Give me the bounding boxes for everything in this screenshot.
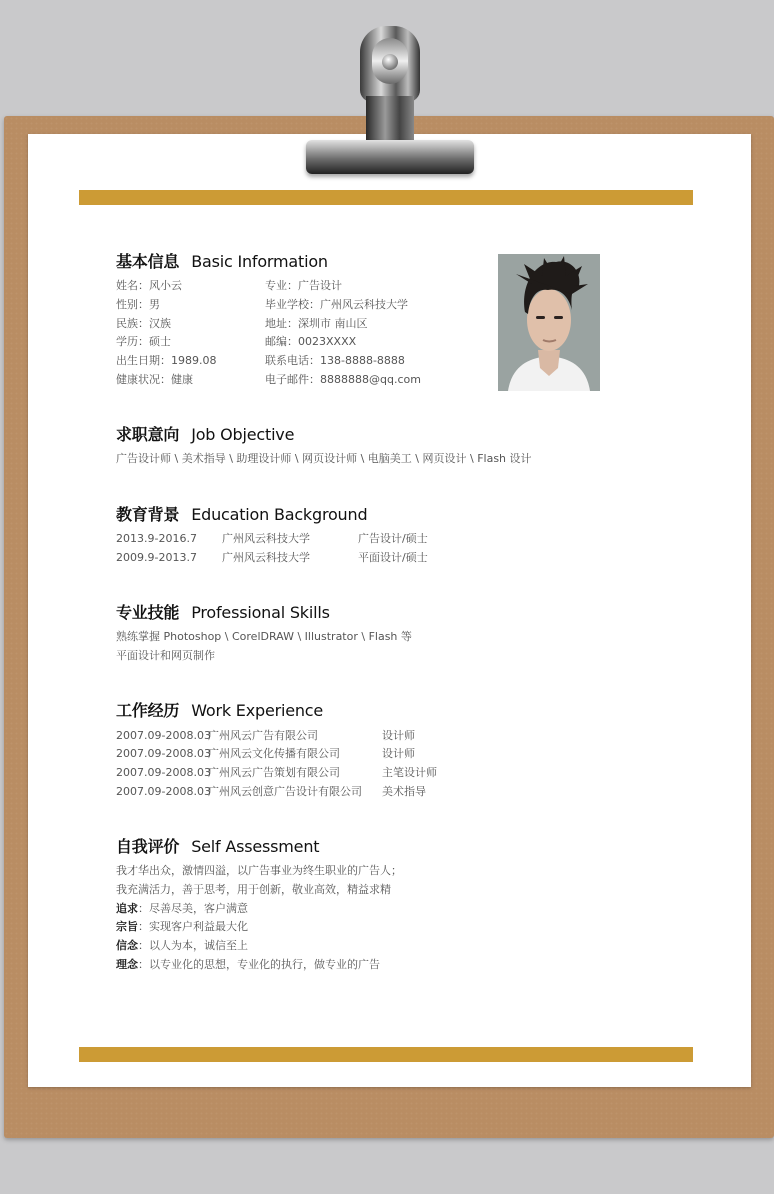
basic-info-degree: 学历：硕士 — [116, 335, 171, 348]
section-title-work: 工作经历 Work Experience — [116, 701, 324, 720]
basic-info-birthdate: 出生日期：1989.08 — [116, 354, 217, 367]
binder-clip-icon — [300, 26, 480, 176]
bottom-accent-bar — [79, 1047, 693, 1062]
education-school: 广州风云科技大学 — [222, 551, 310, 564]
work-company: 广州风云广告策划有限公司 — [208, 766, 340, 779]
basic-info-gender: 性别：男 — [116, 298, 160, 311]
skills-line: 熟练掌握 Photoshop \ CorelDRAW \ Illustrator \ Flash 等 — [116, 630, 412, 643]
basic-info-address: 地址：深圳市 南山区 — [265, 317, 368, 330]
section-title-education: 教育背景 Education Background — [116, 505, 368, 524]
work-role: 设计师 — [382, 747, 415, 760]
profile-photo — [498, 254, 600, 391]
work-role: 美术指导 — [382, 785, 426, 798]
education-major: 平面设计/硕士 — [358, 551, 428, 564]
work-role: 主笔设计师 — [382, 766, 437, 779]
work-company: 广州风云文化传播有限公司 — [208, 747, 340, 760]
education-school: 广州风云科技大学 — [222, 532, 310, 545]
section-title-objective: 求职意向 Job Objective — [116, 425, 295, 444]
top-accent-bar — [79, 190, 693, 205]
section-title-skills: 专业技能 Professional Skills — [116, 603, 330, 622]
section-title-basic: 基本信息 Basic Information — [116, 252, 328, 271]
education-major: 广告设计/硕士 — [358, 532, 428, 545]
section-title-assessment: 自我评价 Self Assessment — [116, 837, 320, 856]
basic-info-health: 健康状况：健康 — [116, 373, 193, 386]
work-role: 设计师 — [382, 729, 415, 742]
work-period: 2007.09-2008.03 — [116, 729, 211, 742]
education-period: 2013.9-2016.7 — [116, 532, 197, 545]
assessment-intro: 我充满活力，善于思考，用于创新，敬业高效，精益求精 — [116, 883, 391, 896]
basic-info-school: 毕业学校：广州风云科技大学 — [265, 298, 408, 311]
assessment-item: 信念：以人为本，诚信至上 — [116, 939, 248, 952]
basic-info-major: 专业：广告设计 — [265, 279, 342, 292]
assessment-item: 追求：尽善尽美，客户满意 — [116, 902, 248, 915]
education-period: 2009.9-2013.7 — [116, 551, 197, 564]
basic-info-name: 姓名：风小云 — [116, 279, 182, 292]
objective-text: 广告设计师 \ 美术指导 \ 助理设计师 \ 网页设计师 \ 电脑美工 \ 网页设计 \ Flash 设计 — [116, 452, 532, 465]
assessment-item: 理念：以专业化的思想，专业化的执行，做专业的广告 — [116, 958, 380, 971]
work-period: 2007.09-2008.03 — [116, 766, 211, 779]
basic-info-phone: 联系电话：138-8888-8888 — [265, 354, 405, 367]
work-company: 广州风云创意广告设计有限公司 — [208, 785, 362, 798]
skills-line: 平面设计和网页制作 — [116, 649, 215, 662]
basic-info-email: 电子邮件：8888888@qq.com — [265, 373, 421, 386]
basic-info-ethnicity: 民族：汉族 — [116, 317, 171, 330]
work-period: 2007.09-2008.03 — [116, 747, 211, 760]
work-company: 广州风云广告有限公司 — [208, 729, 318, 742]
basic-info-postcode: 邮编：0023XXXX — [265, 335, 357, 348]
assessment-item: 宗旨：实现客户利益最大化 — [116, 920, 248, 933]
assessment-intro: 我才华出众，激情四溢，以广告事业为终生职业的广告人； — [116, 864, 402, 877]
work-period: 2007.09-2008.03 — [116, 785, 211, 798]
